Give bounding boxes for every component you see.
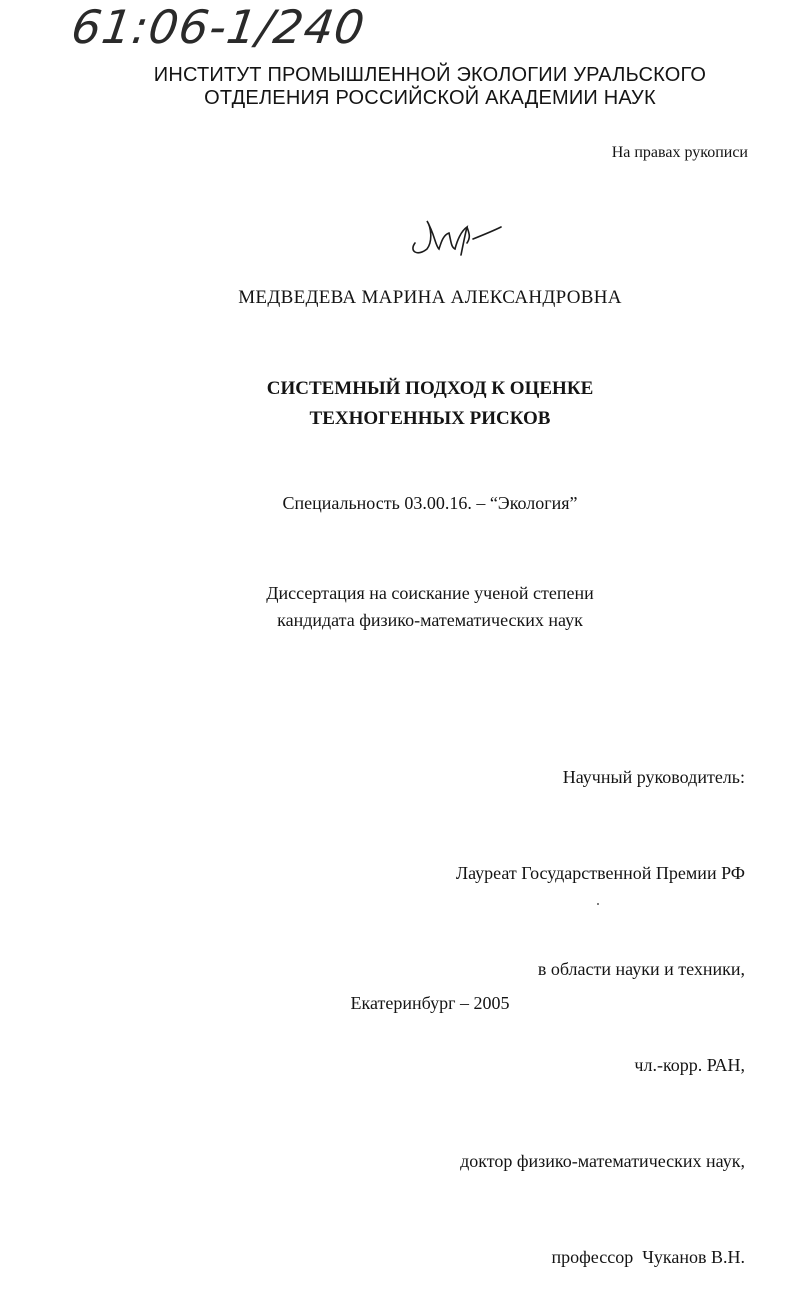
title-line-1: СИСТЕМНЫЙ ПОДХОД К ОЦЕНКЕ: [266, 378, 594, 399]
supervisor-line: профессор Чуканов В.Н.: [551, 1247, 745, 1267]
degree-line-1: Диссертация на соискание ученой степени: [266, 583, 594, 603]
institute-line-1: ИНСТИТУТ ПРОМЫШЛЕННОЙ ЭКОЛОГИИ УРАЛЬСКОГО: [153, 64, 707, 86]
degree-statement: [0, 580, 800, 634]
supervisor-line: в области науки и техники,: [537, 959, 745, 979]
city-year: Екатеринбург – 2005: [350, 993, 510, 1013]
supervisor-heading: Научный руководитель:: [562, 767, 745, 787]
scan-speck: [597, 903, 599, 905]
institute-name: [0, 64, 800, 110]
specialty: Специальность 03.00.16. – “Экология”: [282, 493, 578, 513]
institute-line-2: ОТДЕЛЕНИЯ РОССИЙСКОЙ АКАДЕМИИ НАУК: [204, 87, 656, 109]
author-signature: [405, 205, 505, 267]
degree-line-2: кандидата физико-математических наук: [277, 610, 583, 630]
archive-code-handwritten: 61:06-1/240: [68, 0, 369, 54]
title-line-2: ТЕХНОГЕННЫХ РИСКОВ: [309, 408, 551, 429]
rights-note: На правах рукописи: [611, 144, 748, 161]
supervisor-line: Лауреат Государственной Премии РФ: [455, 863, 745, 883]
dissertation-title: [0, 374, 800, 434]
supervisor-line: чл.-корр. РАН,: [634, 1055, 745, 1075]
supervisor-line: доктор физико-математических наук,: [460, 1151, 745, 1171]
author-name: МЕДВЕДЕВА МАРИНА АЛЕКСАНДРОВНА: [238, 287, 622, 308]
